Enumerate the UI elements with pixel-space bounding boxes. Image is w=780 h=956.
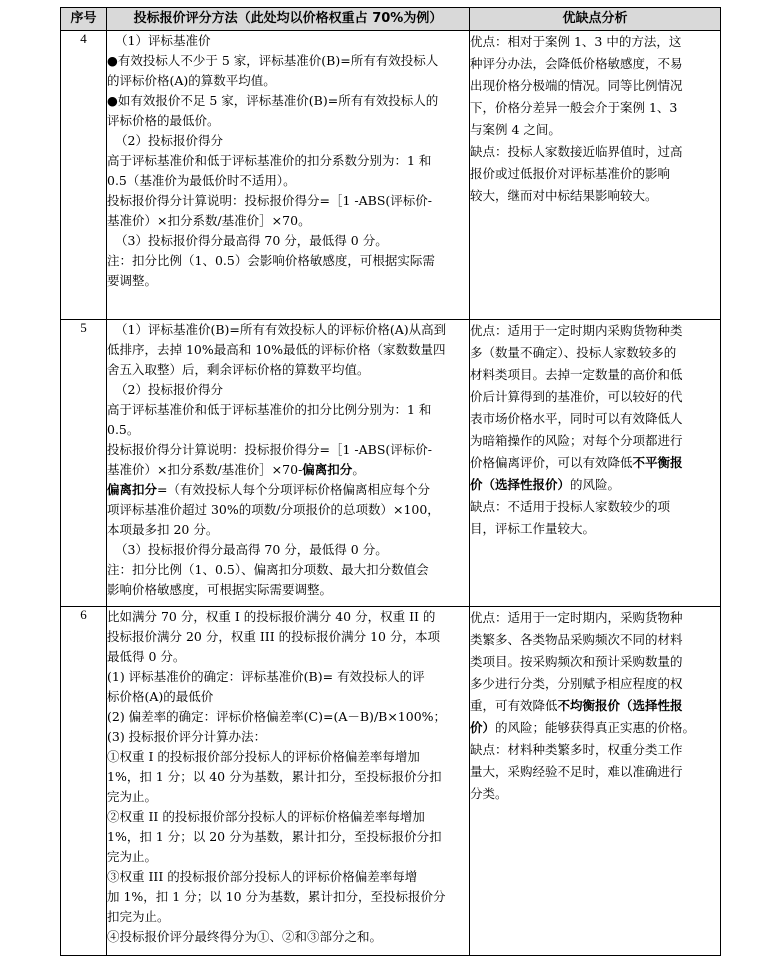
analysis-line (470, 695, 720, 717)
method-line: （2）投标报价得分 (115, 382, 223, 397)
method-line: 比如满分 70 分，权重 I 的投标报价满分 40 分，权重 II 的 (107, 609, 436, 624)
analysis-line: 较大，继而对中标结果影响较大。 (470, 188, 658, 203)
method-line: 扣完为止。 (107, 909, 170, 924)
method-line: ①权重 I 的投标报价部分投标人的评标价格偏差率每增加 (107, 749, 420, 764)
row-number: 4 (61, 31, 107, 320)
analysis-line: 多少进行分类，分别赋予相应程度的权 (470, 676, 683, 691)
row-number: 6 (61, 607, 107, 956)
method-line: ②权重 II 的投标报价部分投标人的评标价格偏差率每增加 (107, 809, 425, 824)
method-line: 最低得 0 分。 (107, 649, 186, 664)
analysis-line: 优点：适用于一定时期内，采购货物种 (470, 610, 683, 625)
analysis-text: 价格偏离评价，可以有效降低 (470, 455, 633, 470)
analysis-cell (470, 607, 721, 956)
method-line: 基准价）×扣分系数/基准价］×70。 (107, 213, 311, 228)
analysis-line: 目，评标工作量较大。 (470, 521, 596, 536)
unbalanced-bid-term: 不均衡报价（选择性报 (557, 698, 683, 713)
deviation-deduction-term: 偏离扣分 (107, 482, 158, 497)
table-row (61, 31, 721, 320)
analysis-line: 出现价格分极端的情况。同等比例情况 (470, 78, 683, 93)
method-text: =（有效投标人每个分项评标价格偏离相应每个分 (157, 482, 430, 497)
method-line: 高于评标基准价和低于评标基准价的扣分系数分别为：1 和 (107, 153, 432, 168)
analysis-line (470, 717, 720, 739)
method-line: （2）投标报价得分 (115, 133, 223, 148)
analysis-line: 价后计算得到的基准价，可以较好的代 (470, 389, 683, 404)
method-line: 完为止。 (107, 789, 158, 804)
analysis-line: 缺点：材料种类繁多时，权重分类工作 (470, 742, 683, 757)
method-text: 。 (352, 462, 365, 477)
selective-bid-term: 价（选择性报价） (470, 477, 571, 492)
header-no: 序号 (61, 8, 107, 31)
method-line: 0.5（基准价为最低价时不适用）。 (107, 173, 296, 188)
analysis-line: 表市场价格水平，同时可以有效降低人 (470, 411, 683, 426)
header-row (61, 8, 721, 31)
method-line: 高于评标基准价和低于评标基准价的扣分比例分别为：1 和 (107, 402, 432, 417)
analysis-line: 优点：相对于案例 1、3 中的方法，这 (470, 34, 682, 49)
method-cell (107, 31, 470, 320)
method-line: 评标价格的最低价。 (107, 113, 220, 128)
method-text: 基准价）×扣分系数/基准价］×70- (107, 462, 303, 477)
method-line: （3）投标报价得分最高得 70 分，最低得 0 分。 (115, 233, 388, 248)
method-line: (3) 投标报价评分计算办法： (107, 729, 267, 744)
table-row (61, 607, 721, 956)
analysis-line: 与案例 4 之间。 (470, 122, 561, 137)
analysis-text: 重，可有效降低 (470, 698, 558, 713)
analysis-line: 类项目。按采购频次和预计采购数量的 (470, 654, 683, 669)
method-line (107, 480, 469, 500)
analysis-line: 多（数量不确定）、投标人家数较多的 (470, 345, 677, 360)
price-scoring-table (60, 7, 721, 956)
analysis-line (470, 474, 720, 496)
method-line: 投标报价得分计算说明：投标报价得分=［1 -ABS(评标价- (107, 442, 433, 457)
analysis-line (470, 452, 720, 474)
analysis-cell (470, 31, 721, 320)
method-line: (2) 偏差率的确定：评标价格偏差率(C)=(A－B)/B×100%； (107, 709, 447, 724)
method-line: （3）投标报价得分最高得 70 分，最低得 0 分。 (115, 542, 388, 557)
method-line: 加 1%，扣 1 分；以 10 分为基数，累计扣分，至投标报价分 (107, 889, 446, 904)
row-number: 5 (61, 320, 107, 607)
selective-bid-term: 价） (470, 720, 496, 735)
analysis-line: 分类。 (470, 786, 508, 801)
method-line: 的评标价格(A)的算数平均值。 (107, 73, 276, 88)
method-line: （1）评标基准价(B)=所有有效投标人的评标价格(A)从高到 (115, 322, 447, 337)
method-line: 0.5。 (107, 422, 140, 437)
method-line: 注：扣分比例（1、0.5）会影响价格敏感度，可根据实际需 (107, 253, 435, 268)
header-method: 投标报价评分方法（此处均以价格权重占 70%为例） (107, 8, 470, 31)
method-line: 要调整。 (107, 273, 158, 288)
method-line: ④投标报价评分最终得分为①、②和③部分之和。 (107, 929, 383, 944)
method-line: 注：扣分比例（1、0.5）、偏离扣分项数、最大扣分数值会 (107, 562, 429, 577)
analysis-line: 下，价格分差异一般会介于案例 1、3 (470, 100, 678, 115)
method-line: (1) 评标基准价的确定：评标基准价(B)= 有效投标人的评 (107, 669, 425, 684)
analysis-line: 缺点：不适用于投标人家数较少的项 (470, 499, 671, 514)
analysis-line: 为暗箱操作的风险；对每个分项都进行 (470, 433, 683, 448)
analysis-line: 种评分办法，会降低价格敏感度，不易 (470, 56, 683, 71)
method-line: 舍五入取整）后，剩余评标价格的算数平均值。 (107, 362, 370, 377)
method-cell (107, 320, 470, 607)
method-cell (107, 607, 470, 956)
method-line: 投标报价得分计算说明：投标报价得分=［1 -ABS(评标价- (107, 193, 433, 208)
method-line: 投标报价满分 20 分，权重 III 的投标报价满分 10 分，本项 (107, 629, 440, 644)
method-line: ●如有效报价不足 5 家，评标基准价(B)=所有有效投标人的 (107, 93, 439, 108)
method-line: ●有效投标人不少于 5 家，评标基准价(B)=所有有效投标人 (107, 53, 439, 68)
method-line: 项评标基准价超过 30%的项数/分项报价的总项数）×100， (107, 502, 440, 517)
analysis-text: 的风险。 (570, 477, 621, 492)
method-line: 影响价格敏感度，可根据实际需要调整。 (107, 582, 333, 597)
analysis-line: 量大，采购经验不足时，难以准确进行 (470, 764, 683, 779)
method-line: （1）评标基准价 (115, 33, 211, 48)
method-line: 1%，扣 1 分；以 20 分为基数，累计扣分，至投标报价分扣 (107, 829, 442, 844)
method-line: 本项最多扣 20 分。 (107, 522, 219, 537)
analysis-line: 类繁多、各类物品采购频次不同的材料 (470, 632, 683, 647)
method-line: ③权重 III 的投标报价部分投标人的评标价格偏差率每增 (107, 869, 418, 884)
header-analysis: 优缺点分析 (470, 8, 721, 31)
method-line: 完为止。 (107, 849, 158, 864)
method-line (107, 460, 469, 480)
analysis-line: 优点：适用于一定时期内采购货物种类 (470, 323, 683, 338)
analysis-line: 报价或过低报价对评标基准价的影响 (470, 166, 671, 181)
table-row (61, 320, 721, 607)
analysis-cell (470, 320, 721, 607)
method-line: 低排序，去掉 10%最高和 10%最低的评标价格（家数数量四 (107, 342, 446, 357)
deviation-deduction-term: 偏离扣分 (302, 462, 353, 477)
method-line: 标价格(A)的最低价 (107, 689, 214, 704)
unbalanced-bid-term: 不平衡报 (632, 455, 683, 470)
method-line: 1%，扣 1 分；以 40 分为基数，累计扣分，至投标报价分扣 (107, 769, 442, 784)
analysis-line: 缺点：投标人家数接近临界值时，过高 (470, 144, 683, 159)
analysis-text: 的风险；能够获得真正实惠的价格。 (495, 720, 696, 735)
analysis-line: 材料类项目。去掉一定数量的高价和低 (470, 367, 683, 382)
